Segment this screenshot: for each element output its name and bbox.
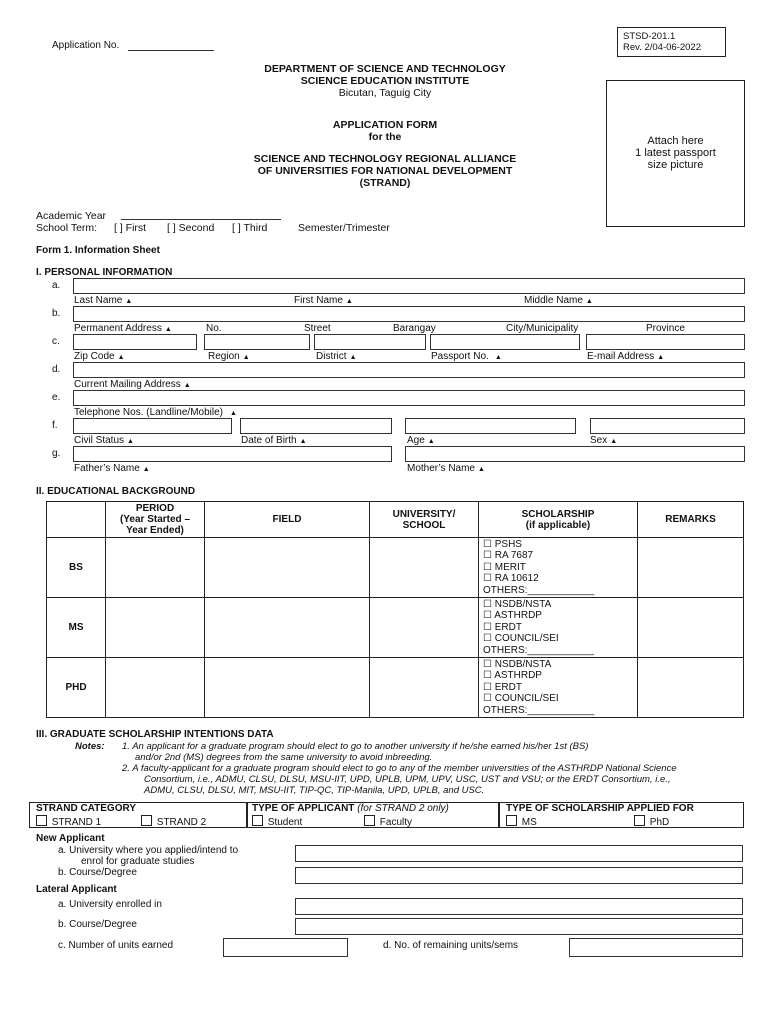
arrow-up-icon: ▲ bbox=[299, 438, 307, 445]
level-cell: MS bbox=[47, 598, 106, 658]
lat-b-label: b. Course/Degree bbox=[58, 919, 137, 930]
field-cell[interactable] bbox=[205, 598, 370, 658]
permanent-address-label: Permanent Address ▲ bbox=[74, 323, 172, 334]
table-row bbox=[47, 538, 744, 598]
dob-label: Date of Birth ▲ bbox=[241, 435, 307, 446]
institute-address: Bicutan, Taguig City bbox=[338, 87, 432, 99]
name-field[interactable] bbox=[73, 278, 745, 294]
father-name-label: Father’s Name ▲ bbox=[74, 463, 150, 474]
faculty-option[interactable]: Faculty bbox=[364, 815, 412, 828]
period-cell[interactable] bbox=[106, 658, 205, 718]
scholarship-option[interactable]: ☐ PSHS bbox=[483, 538, 522, 550]
arrow-up-icon: ▲ bbox=[117, 354, 125, 361]
scholarship-option[interactable]: OTHERS:____________ bbox=[483, 584, 595, 596]
telephone-field[interactable] bbox=[73, 390, 745, 406]
note-2b: Consortium, i.e., ADMU, CLSU, DLSU, MSU-IIT, UPD, UPLB, UPM, UPV, USC, UST and VSU; or the ERDT Consortium, i.e., bbox=[144, 774, 671, 785]
age-field[interactable] bbox=[405, 418, 576, 434]
scholarship-option[interactable]: OTHERS:____________ bbox=[483, 644, 595, 656]
age-label: Age ▲ bbox=[407, 435, 435, 446]
checkbox[interactable] bbox=[364, 815, 375, 826]
dob-field[interactable] bbox=[240, 418, 392, 434]
units-earned-field[interactable] bbox=[223, 938, 348, 957]
lateral-course-field[interactable] bbox=[295, 918, 743, 935]
checkbox[interactable] bbox=[36, 815, 47, 826]
remarks-cell[interactable] bbox=[638, 658, 744, 718]
note-1b: and/or 2nd (MS) degrees from the same university to avoid inbreeding. bbox=[135, 752, 433, 763]
sex-label: Sex ▲ bbox=[590, 435, 618, 446]
first-name-label: First Name ▲ bbox=[294, 295, 353, 306]
scholarship-option[interactable]: OTHERS:____________ bbox=[483, 704, 595, 716]
strand2-option[interactable]: STRAND 2 bbox=[141, 815, 206, 828]
form-title: APPLICATION FORM bbox=[332, 119, 438, 131]
scholarship-option[interactable]: ☐ NSDB/NSTA bbox=[483, 598, 552, 610]
academic-year-field[interactable] bbox=[121, 219, 281, 220]
no-label: No. bbox=[206, 323, 222, 334]
permanent-address-field[interactable] bbox=[73, 306, 745, 322]
level-header bbox=[47, 502, 106, 538]
lat-c-label: c. Number of units earned bbox=[58, 940, 174, 951]
row-letter-f: f. bbox=[52, 420, 58, 431]
scholarship-option[interactable]: ☐ NSDB/NSTA bbox=[483, 658, 552, 670]
new-a-line1: a. University where you applied/intend to bbox=[58, 845, 239, 856]
education-table bbox=[46, 501, 744, 718]
sex-field[interactable] bbox=[590, 418, 745, 434]
period-cell[interactable] bbox=[106, 598, 205, 658]
level-cell: BS bbox=[47, 538, 106, 598]
email-label: E-mail Address ▲ bbox=[587, 351, 665, 362]
table-row bbox=[47, 658, 744, 718]
institute-name: SCIENCE EDUCATION INSTITUTE bbox=[300, 75, 470, 87]
university-cell[interactable] bbox=[370, 658, 479, 718]
new-b-label: b. Course/Degree bbox=[58, 867, 137, 878]
school-term-label: School Term: bbox=[36, 222, 98, 234]
strand1-option[interactable]: STRAND 1 bbox=[36, 815, 101, 828]
district-field[interactable] bbox=[314, 334, 426, 350]
remarks-cell[interactable] bbox=[638, 538, 744, 598]
arrow-up-icon: ▲ bbox=[494, 354, 502, 361]
arrow-up-icon: ▲ bbox=[345, 298, 353, 305]
level-cell: PHD bbox=[47, 658, 106, 718]
arrow-up-icon: ▲ bbox=[229, 410, 237, 417]
row-letter-c: c. bbox=[52, 336, 60, 347]
student-option[interactable]: Student bbox=[252, 815, 302, 828]
form-title-block bbox=[185, 119, 585, 189]
type-applicant-label: TYPE OF APPLICANT (for STRAND 2 only) bbox=[252, 803, 449, 814]
last-name-label: Last Name ▲ bbox=[74, 295, 133, 306]
checkbox[interactable] bbox=[634, 815, 645, 826]
term-semester: Semester/Trimester bbox=[298, 222, 390, 234]
note-2c: ADMU, CLSU, DLSU, MIT, MSU-IIT, TIP-QC, TIP-Manila, UPD, UPLB, and USC. bbox=[144, 785, 485, 796]
row-letter-b: b. bbox=[52, 308, 61, 319]
arrow-up-icon: ▲ bbox=[427, 438, 435, 445]
arrow-up-icon: ▲ bbox=[242, 354, 250, 361]
new-course-field[interactable] bbox=[295, 867, 743, 884]
checkbox[interactable] bbox=[141, 815, 152, 826]
revision: Rev. 2/04-06-2022 bbox=[623, 42, 701, 53]
scholarship-option[interactable]: ☐ COUNCIL/SEI bbox=[483, 633, 559, 645]
scholarship-cell bbox=[479, 538, 638, 598]
row-letter-d: d. bbox=[52, 364, 61, 375]
form1-title: Form 1. Information Sheet bbox=[36, 245, 160, 256]
arrow-up-icon: ▲ bbox=[183, 382, 191, 389]
dept-block bbox=[185, 63, 585, 99]
term-third[interactable]: [ ] Third bbox=[232, 222, 268, 234]
for-the: for the bbox=[368, 131, 402, 143]
personal-heading: I. PERSONAL INFORMATION bbox=[36, 267, 173, 278]
scholarship-cell bbox=[479, 658, 638, 718]
field-cell[interactable] bbox=[205, 538, 370, 598]
arrow-up-icon: ▲ bbox=[164, 326, 172, 333]
middle-name-label: Middle Name ▲ bbox=[524, 295, 593, 306]
scholarship-option[interactable]: ☐ ASTHRDP bbox=[483, 610, 542, 622]
arrow-up-icon: ▲ bbox=[142, 466, 150, 473]
scholarship-header: SCHOLARSHIP (if applicable) bbox=[479, 502, 638, 538]
note-1a: 1. An applicant for a graduate program should elect to go to another university if he/she earned his/her 1st (BS) bbox=[122, 741, 589, 752]
region-label: Region ▲ bbox=[208, 351, 250, 362]
barangay-label: Barangay bbox=[393, 323, 436, 334]
new-university-field[interactable] bbox=[295, 845, 743, 862]
application-no-label: Application No. bbox=[52, 40, 120, 51]
period-cell[interactable] bbox=[106, 538, 205, 598]
strand-category-label: STRAND CATEGORY bbox=[36, 803, 136, 814]
arrow-up-icon: ▲ bbox=[349, 354, 357, 361]
education-heading: II. EDUCATIONAL BACKGROUND bbox=[36, 486, 196, 497]
lat-d-label: d. No. of remaining units/sems bbox=[383, 940, 519, 951]
checkbox[interactable] bbox=[506, 815, 517, 826]
program-line1: SCIENCE AND TECHNOLOGY REGIONAL ALLIANCE bbox=[253, 153, 517, 165]
scholarship-option[interactable]: ☐ RA 7687 bbox=[483, 550, 534, 562]
email-field[interactable] bbox=[586, 334, 745, 350]
university-header: UNIVERSITY/ SCHOOL bbox=[370, 502, 479, 538]
mother-name-field[interactable] bbox=[405, 446, 745, 462]
zip-label: Zip Code ▲ bbox=[74, 351, 125, 362]
program-line2: OF UNIVERSITIES FOR NATIONAL DEVELOPMENT bbox=[257, 165, 513, 177]
ms-option[interactable]: MS bbox=[506, 815, 537, 828]
table-header-row bbox=[47, 502, 744, 538]
application-no-field[interactable] bbox=[128, 50, 214, 51]
table-row bbox=[47, 598, 744, 658]
scholarship-option[interactable]: ☐ RA 10612 bbox=[483, 573, 539, 585]
graduate-heading: III. GRADUATE SCHOLARSHIP INTENTIONS DATA bbox=[36, 729, 274, 740]
telephone-label: Telephone Nos. (Landline/Mobile) ▲ bbox=[74, 407, 237, 418]
field-header: FIELD bbox=[205, 502, 370, 538]
region-field[interactable] bbox=[204, 334, 310, 350]
arrow-up-icon: ▲ bbox=[585, 298, 593, 305]
scholarship-option[interactable]: ☐ ASTHRDP bbox=[483, 670, 542, 682]
form-code-box bbox=[617, 27, 726, 57]
lat-a-label: a. University enrolled in bbox=[58, 899, 162, 910]
term-first[interactable]: [ ] First bbox=[114, 222, 147, 234]
row-letter-e: e. bbox=[52, 392, 61, 403]
field-cell[interactable] bbox=[205, 658, 370, 718]
arrow-up-icon: ▲ bbox=[127, 438, 134, 445]
note-2a: 2. A faculty-applicant for a graduate program should elect to go to any of the member universities of the ASTHRDP National Science bbox=[122, 763, 677, 774]
phd-option[interactable]: PhD bbox=[634, 815, 669, 828]
passport-field[interactable] bbox=[430, 334, 580, 350]
arrow-up-icon: ▲ bbox=[478, 466, 485, 473]
period-header: PERIOD (Year Started – Year Ended) bbox=[106, 502, 205, 538]
form-code: STSD-201.1 bbox=[623, 31, 676, 42]
academic-year-label: Academic Year bbox=[36, 210, 107, 222]
university-cell[interactable] bbox=[370, 538, 479, 598]
civil-status-label: Civil Status ▲ bbox=[74, 435, 134, 446]
mother-name-label: Mother’s Name ▲ bbox=[407, 463, 485, 474]
photo-line1: Attach here bbox=[647, 135, 704, 147]
street-label: Street bbox=[304, 323, 331, 334]
new-applicant-label: New Applicant bbox=[36, 833, 105, 844]
scholarship-option[interactable]: ☐ COUNCIL/SEI bbox=[483, 693, 559, 705]
lateral-applicant-label: Lateral Applicant bbox=[36, 884, 117, 895]
checkbox[interactable] bbox=[252, 815, 263, 826]
lateral-university-field[interactable] bbox=[295, 898, 743, 915]
university-cell[interactable] bbox=[370, 598, 479, 658]
passport-label: Passport No. ▲ bbox=[431, 351, 502, 362]
scholarship-cell bbox=[479, 598, 638, 658]
province-label: Province bbox=[646, 323, 685, 334]
row-letter-g: g. bbox=[52, 448, 61, 459]
arrow-up-icon: ▲ bbox=[610, 438, 618, 445]
arrow-up-icon: ▲ bbox=[657, 354, 665, 361]
remarks-header: REMARKS bbox=[638, 502, 744, 538]
photo-line3: size picture bbox=[647, 159, 704, 171]
mailing-address-label: Current Mailing Address ▲ bbox=[74, 379, 191, 390]
row-letter-a: a. bbox=[52, 280, 61, 291]
photo-box[interactable] bbox=[606, 80, 745, 227]
photo-line2: 1 latest passport bbox=[635, 147, 716, 159]
scholarship-option[interactable]: ☐ MERIT bbox=[483, 561, 526, 573]
city-label: City/Municipality bbox=[506, 323, 579, 334]
notes-label: Notes: bbox=[75, 741, 105, 752]
civil-status-field[interactable] bbox=[73, 418, 232, 434]
zip-field[interactable] bbox=[73, 334, 197, 350]
arrow-up-icon: ▲ bbox=[125, 298, 133, 305]
father-name-field[interactable] bbox=[73, 446, 392, 462]
mailing-address-field[interactable] bbox=[73, 362, 745, 378]
remaining-units-field[interactable] bbox=[569, 938, 743, 957]
new-a-line2: enrol for graduate studies bbox=[81, 856, 195, 867]
type-scholarship-label: TYPE OF SCHOLARSHIP APPLIED FOR bbox=[506, 803, 694, 814]
remarks-cell[interactable] bbox=[638, 598, 744, 658]
program-line3: (STRAND) bbox=[359, 177, 411, 189]
scholarship-option[interactable]: ☐ ERDT bbox=[483, 621, 522, 633]
dept-name: DEPARTMENT OF SCIENCE AND TECHNOLOGY bbox=[264, 63, 506, 75]
term-second[interactable]: [ ] Second bbox=[167, 222, 215, 234]
district-label: District ▲ bbox=[316, 351, 357, 362]
scholarship-option[interactable]: ☐ ERDT bbox=[483, 681, 522, 693]
